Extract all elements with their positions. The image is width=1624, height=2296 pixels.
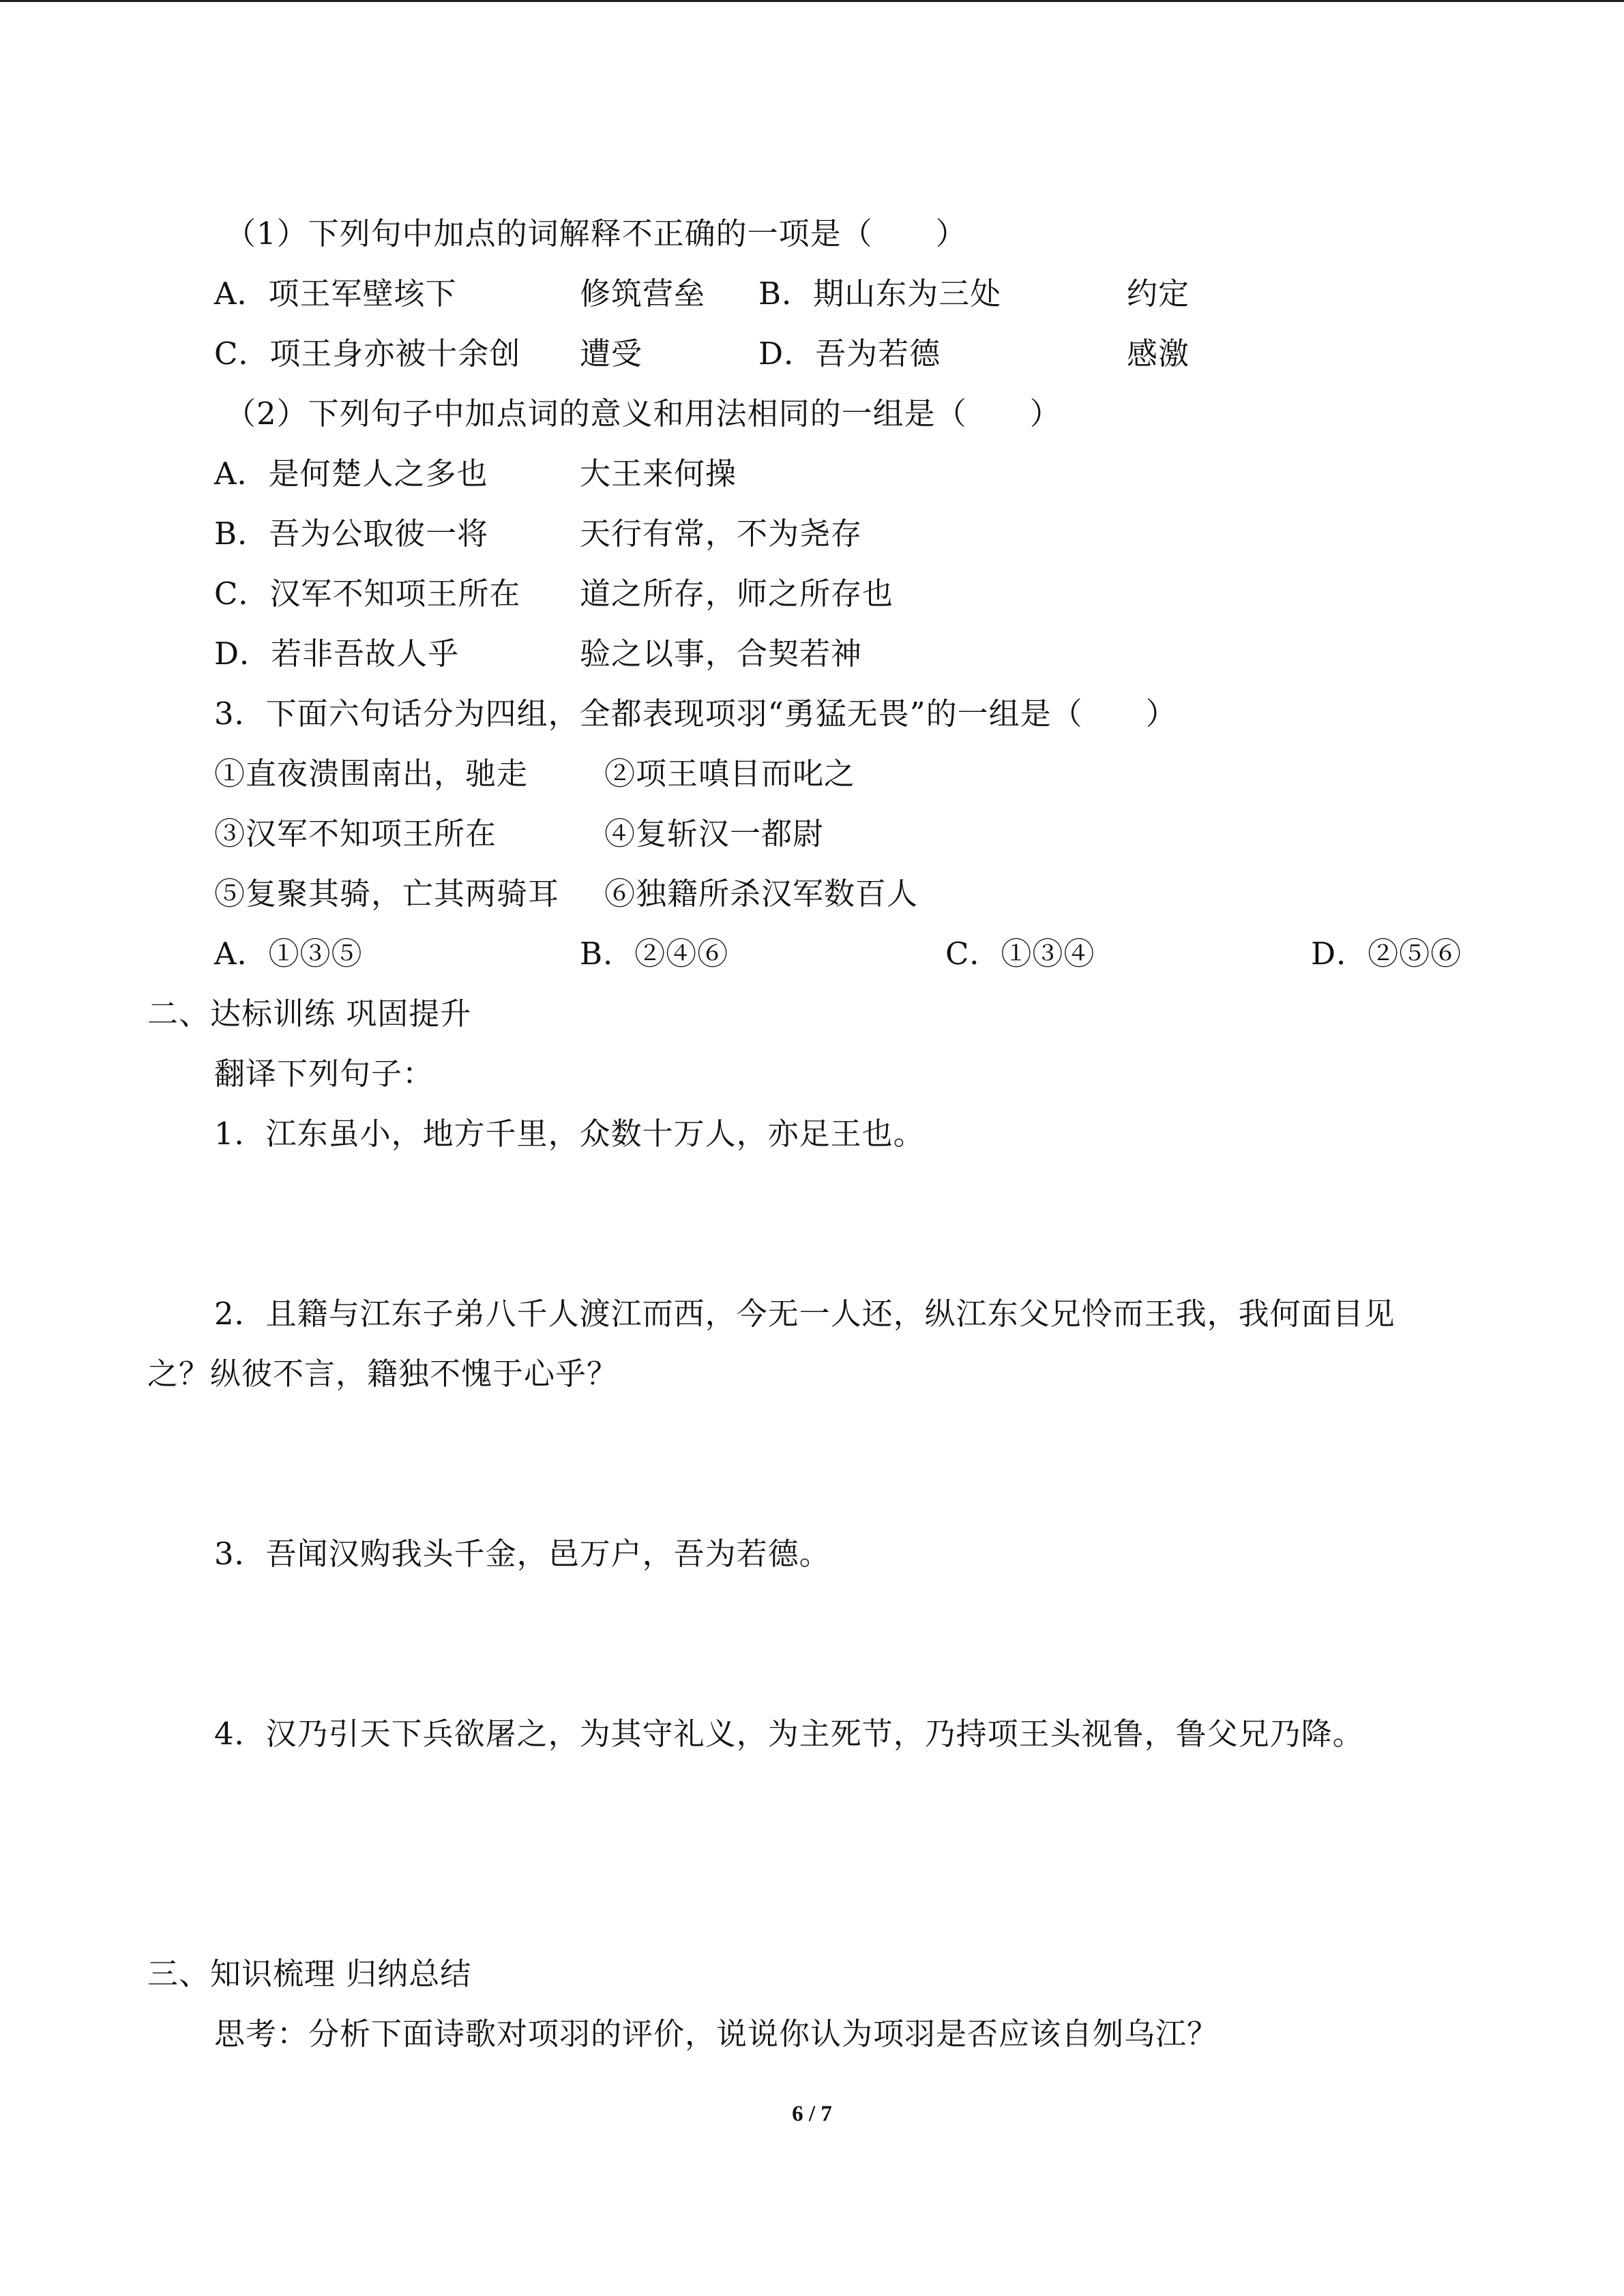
q1-option-b: B．期山东为三处 bbox=[758, 275, 1002, 312]
question-3-stem: 3．下面六句话分为四组，全都表现项羽“勇猛无畏”的一组是（ ） bbox=[214, 696, 1177, 732]
translation-sentence-1: 1．江东虽小，地方千里，众数十万人，亦足王也。 bbox=[214, 1116, 925, 1152]
question-1-stem: （1）下列句中加点的词解释不正确的一项是（ ） bbox=[225, 215, 967, 252]
q2-option-d-compare: 验之以事，合契若神 bbox=[580, 636, 863, 672]
q2-option-c: C．汉军不知项王所在 bbox=[214, 576, 521, 612]
q3-item-5: ⑤复聚其骑，亡其两骑耳 bbox=[214, 876, 560, 912]
q2-option-c-compare: 道之所存，师之所存也 bbox=[580, 576, 894, 612]
q2-option-b: B．吾为公取彼一将 bbox=[214, 516, 489, 552]
section-2-heading: 二、达标训练 巩固提升 bbox=[147, 996, 472, 1032]
q3-item-1: ①直夜溃围南出，驰走 bbox=[214, 756, 529, 792]
q3-choice-d: D．②⑤⑥ bbox=[1311, 936, 1462, 972]
q2-option-d: D．若非吾故人乎 bbox=[214, 636, 460, 672]
translation-sentence-2-cont: 之？纵彼不言，籍独不愧于心乎？ bbox=[147, 1356, 619, 1392]
translation-sentence-4: 4．汉乃引天下兵欲屠之，为其守礼义，为主死节，乃持项王头视鲁，鲁父兄乃降。 bbox=[214, 1716, 1364, 1752]
section-3-heading: 三、知识梳理 归纳总结 bbox=[147, 1956, 472, 1992]
question-2-stem: （2）下列句子中加点词的意义和用法相同的一组是（ ） bbox=[225, 396, 1061, 432]
q3-choice-a: A．①③⑤ bbox=[214, 936, 363, 972]
q1-option-b-gloss: 约定 bbox=[1127, 275, 1190, 312]
q1-option-a: A．项王军壁垓下 bbox=[214, 275, 457, 312]
q2-option-b-compare: 天行有常，不为尧存 bbox=[580, 516, 863, 552]
q3-item-4: ④复斩汉一都尉 bbox=[604, 816, 825, 852]
q3-choice-b: B．②④⑥ bbox=[580, 936, 729, 972]
q1-option-c-gloss: 遭受 bbox=[580, 336, 643, 372]
q3-item-6: ⑥独籍所杀汉军数百人 bbox=[604, 876, 919, 912]
q3-item-3: ③汉军不知项王所在 bbox=[214, 816, 497, 852]
q1-option-d-gloss: 感激 bbox=[1127, 336, 1190, 372]
page-number: 6 / 7 bbox=[792, 2102, 832, 2126]
q2-option-a: A．是何楚人之多也 bbox=[214, 456, 488, 492]
q3-choice-c: C．①③④ bbox=[945, 936, 1095, 972]
translation-sentence-3: 3．吾闻汉购我头千金，邑万户，吾为若德。 bbox=[214, 1536, 831, 1572]
q2-option-a-compare: 大王来何操 bbox=[580, 456, 737, 492]
q1-option-c: C．项王身亦被十余创 bbox=[214, 336, 521, 372]
translation-sentence-2: 2．且籍与江东子弟八千人渡江而西，今无一人还，纵江东父兄怜而王我，我何面目见 bbox=[214, 1296, 1396, 1332]
q3-item-2: ②项王嗔目而叱之 bbox=[604, 756, 856, 792]
q1-option-a-gloss: 修筑营垒 bbox=[580, 275, 706, 312]
q1-option-d: D．吾为若德 bbox=[758, 336, 941, 372]
section-2-instructions: 翻译下列句子： bbox=[214, 1056, 434, 1092]
section-3-prompt: 思考：分析下面诗歌对项羽的评价，说说你认为项羽是否应该自刎乌江？ bbox=[214, 2016, 1219, 2052]
